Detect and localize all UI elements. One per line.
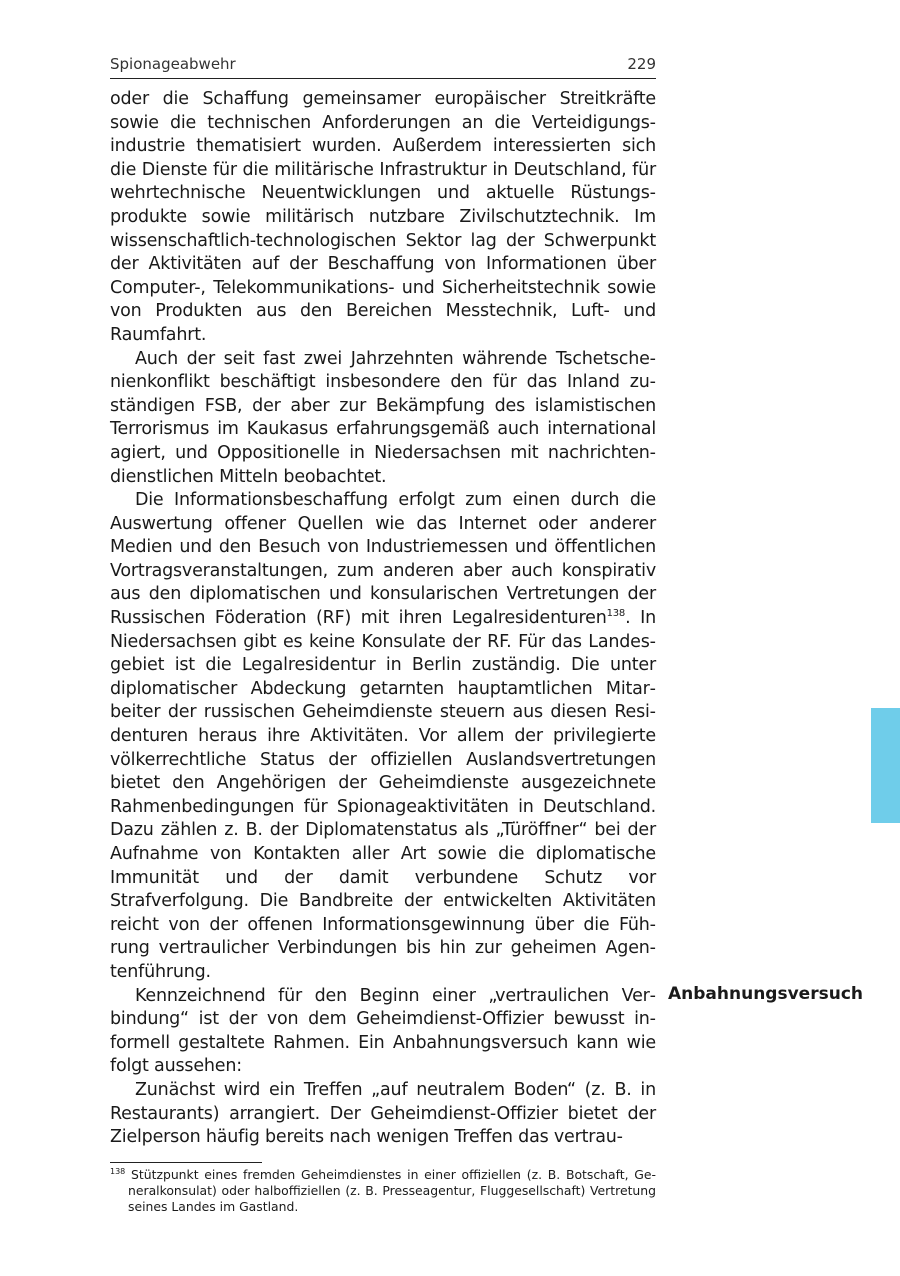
footnote-divider xyxy=(110,1162,262,1163)
chapter-thumb-tab xyxy=(871,708,900,823)
running-header xyxy=(110,54,656,79)
section-title: Spionageabwehr xyxy=(110,55,236,73)
paragraph-1: oder die Schaffung gemeinsamer europäischer Streitkräfte sowie die technischen Anforderungen an die Verteidigungsindustrie thematisiert wurden. Außerdem interessierten sich die Dienste für die militärische Infrastruktur in Deutschland, für wehrtechnische Neuentwicklungen und aktuelle Rüstungsprodukte sowie militärisch nutzbare Zivilschutztechnik. Im wissenschaftlich-technologischen Sektor lag der Schwerpunkt der Aktivitäten auf der Beschaffung von Informationen über Computer-, Telekommunikations- und Sicherheitstechnik sowie von Produkten aus den Bereichen Messtechnik, Luft- und Raumfahrt. xyxy=(110,89,656,345)
paragraph-5: Zunächst wird ein Treffen „auf neutralem Boden“ (z. B. in Restaurants) arrangiert. Der Geheimdienst-Offizier bietet der Zielperson häufig bereits nach wenigen Treffen das vertrau- xyxy=(110,1079,656,1148)
paragraph-3-part-a: Die Informationsbeschaffung erfolgt zum einen durch die Auswertung offener Quellen wie das Internet oder anderer Medien und den Besuch von Industriemessen und öffentlichen Vortragsveranstaltungen, zum anderen aber auch konspirativ aus den diplomatischen und konsularischen Vertretungen der Russischen Föderation (RF) mit ihren Legalresidenturen xyxy=(110,490,656,629)
paragraph-3-part-b: . In Niedersachsen gibt es keine Konsulate der RF. Für das Landesgebiet ist die Legalresidentur in Berlin zuständig. Die unter diplomatischer Abdeckung getarnten hauptamtlichen Mitarbeiter der russischen Geheimdienste steuern aus diesen Residenturen heraus ihre Aktivitäten. Vor allem der privilegierte völkerrechtliche Status der offiziellen Auslandsvertretungen bietet den Angehörigen der Geheimdienste ausgezeichnete Rahmenbedingungen für Spionageaktivitäten in Deutschland. Dazu zählen z. B. der Diplomatenstatus als „Türöffner“ bei der Aufnahme von Kontakten aller Art sowie die diplomatische Immunität und der damit verbundene Schutz vor Strafverfolgung. Die Bandbreite der entwickelten Aktivitäten reicht von der offenen Informationsgewinnung über die Führung vertraulicher Verbindungen bis hin zur geheimen Agentenführung. xyxy=(110,608,656,982)
footnote-number: 138 xyxy=(110,1166,126,1176)
margin-note: Anbahnungsversuch xyxy=(668,984,863,1004)
page-number: 229 xyxy=(627,55,656,73)
paragraph-3 xyxy=(110,489,656,984)
footnote xyxy=(110,1167,656,1215)
footnote-text: Stützpunkt eines fremden Geheimdienstes in einer offiziellen (z. B. Botschaft, Generalkonsulat) oder halboffiziellen (z. B. Presseagentur, Fluggesellschaft) Vertretung seines Landes im Gastland. xyxy=(125,1167,656,1214)
paragraph-2: Auch der seit fast zwei Jahrzehnten währende Tschetschenienkonflikt beschäftigt insbesondere den für das Inland zuständigen FSB, der aber zur Bekämpfung des islamistischen Terrorismus im Kaukasus erfahrungsgemäß auch international agiert, und Oppositionelle in Niedersachsen mit nachrichtendienstlichen Mitteln beobachtet. xyxy=(110,348,656,487)
body-text xyxy=(110,88,656,1150)
footnote-reference[interactable]: 138 xyxy=(606,608,626,620)
paragraph-4: Kennzeichnend für den Beginn einer „vertraulichen Verbindung“ ist der von dem Geheimdienst-Offizier bewusst informell gestaltete Rahmen. Ein Anbahnungsversuch kann wie folgt aussehen: xyxy=(110,985,656,1077)
